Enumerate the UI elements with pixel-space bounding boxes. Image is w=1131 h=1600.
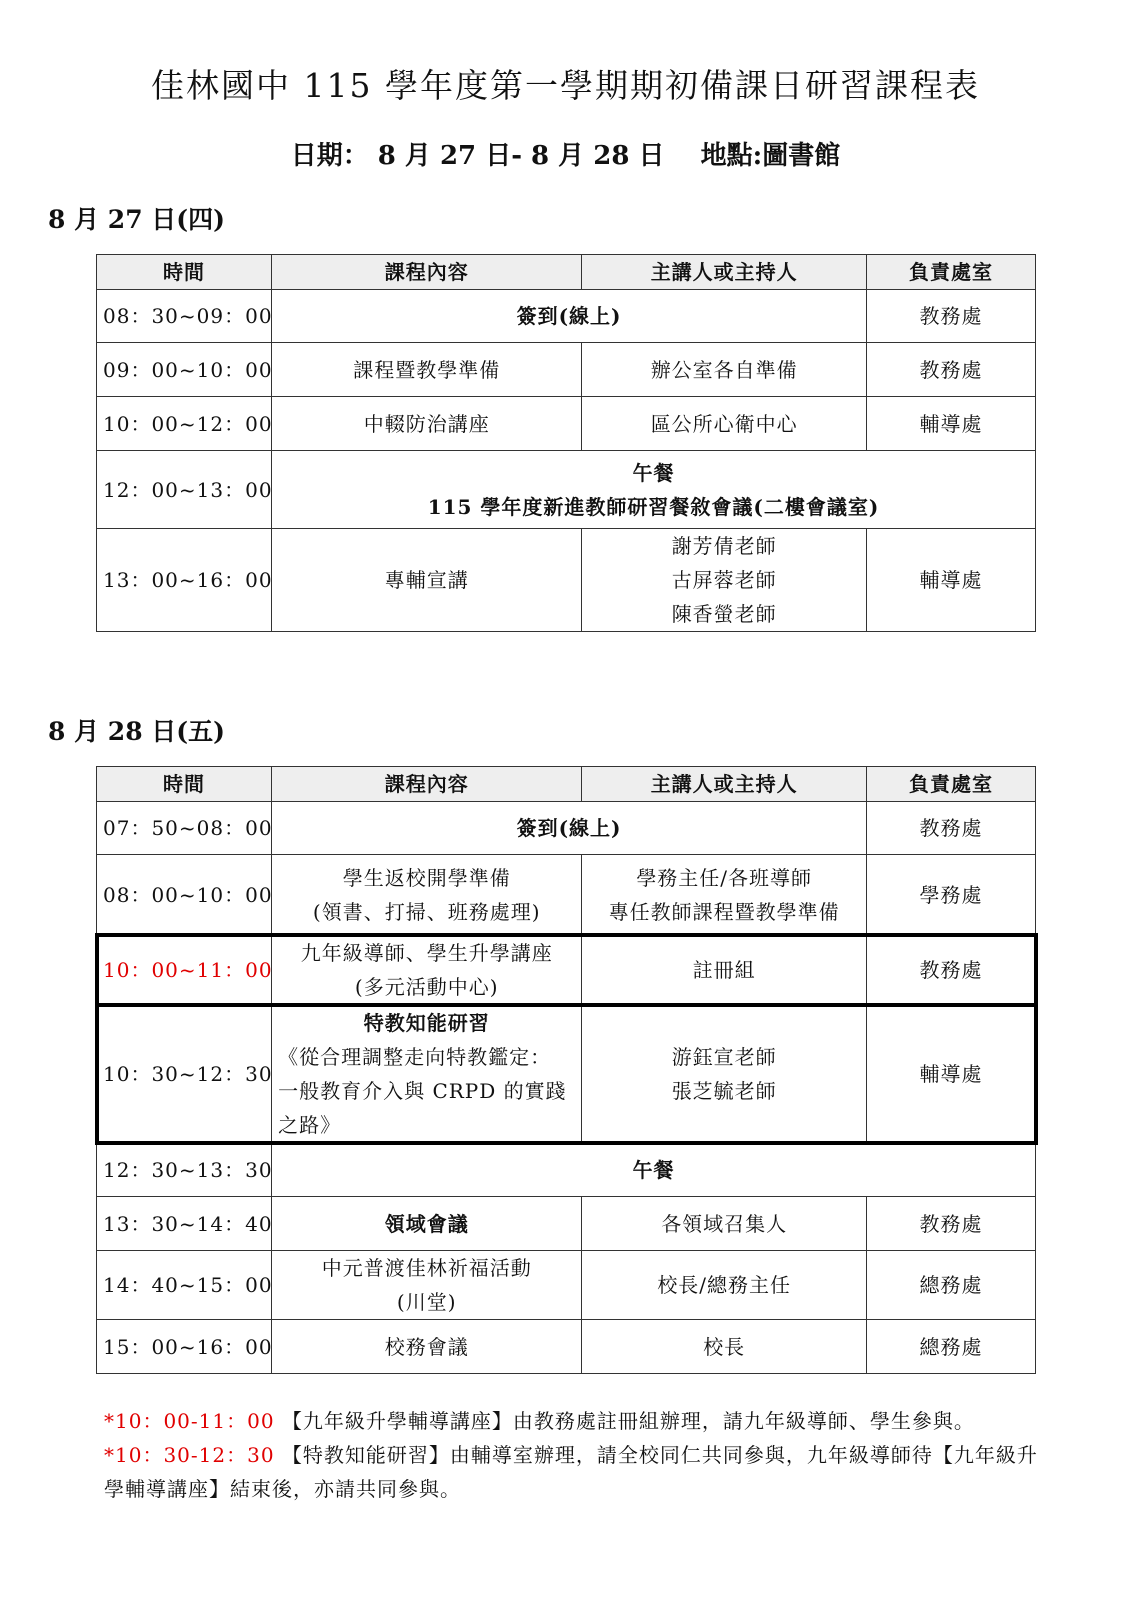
row-office: 總務處	[867, 1320, 1036, 1374]
row-time: 12：00~13：00	[97, 451, 272, 529]
content-line: 之路》	[278, 1112, 342, 1137]
table-row	[97, 290, 1036, 343]
content-line: 九年級導師、學生升學講座	[300, 940, 553, 965]
table-row	[97, 343, 1036, 397]
footnote-mark: *	[104, 1409, 115, 1433]
day2-label: 8 月 28 日(五)	[48, 717, 225, 746]
row-speaker	[582, 1005, 867, 1143]
day1-label: 8 月 27 日(四)	[48, 205, 225, 234]
col-header-speaker: 主講人或主持人	[582, 255, 867, 290]
table-row	[97, 855, 1036, 935]
row-content: 專輔宣講	[272, 529, 582, 632]
row-office: 教務處	[867, 1197, 1036, 1251]
table-header-row	[97, 767, 1036, 802]
content-line: 中元普渡佳林祈福活動	[321, 1256, 532, 1280]
row-time: 09：00~10：00	[97, 343, 272, 397]
footnote-mark: *	[104, 1443, 115, 1467]
table-row	[97, 1197, 1036, 1251]
content-line: (川堂)	[396, 1290, 457, 1314]
page-title: 佳林國中 115 學年度第一學期期初備課日研習課程表	[151, 66, 980, 105]
row-speaker: 區公所心衛中心	[582, 397, 867, 451]
col-header-content: 課程內容	[272, 767, 582, 802]
row-time: 13：00~16：00	[97, 529, 272, 632]
col-header-office: 負責處室	[867, 255, 1036, 290]
table-row	[97, 1143, 1036, 1197]
table-row-highlighted	[97, 1005, 1036, 1143]
row-content	[272, 1005, 582, 1143]
row-content: 課程暨教學準備	[272, 343, 582, 397]
row-time: 13：30~14：40	[97, 1197, 272, 1251]
speaker-line: 游鈺宣老師	[671, 1044, 777, 1069]
row-content: 午餐	[272, 1143, 1036, 1197]
row-time: 10：00~11：00	[97, 935, 272, 1005]
col-header-time: 時間	[97, 255, 272, 290]
content-line: 115 學年度新進教師研習餐敘會議(二樓會議室)	[427, 494, 880, 519]
table-header-row	[97, 255, 1036, 290]
row-content	[272, 451, 1036, 529]
row-office: 教務處	[867, 343, 1036, 397]
row-time: 10：30~12：30	[97, 1005, 272, 1143]
col-header-speaker: 主講人或主持人	[582, 767, 867, 802]
row-speaker: 校長/總務主任	[582, 1251, 867, 1320]
footnote-text: 【特教知能研習】由輔導室辦理，請全校同仁共同參與，九年級導師待【九年級升學輔導講座】結束後，亦請共同參與。	[104, 1443, 1038, 1501]
row-time: 10：00~12：00	[97, 397, 272, 451]
row-time: 07：50~08：00	[97, 802, 272, 855]
col-header-time: 時間	[97, 767, 272, 802]
row-office: 輔導處	[867, 1005, 1036, 1143]
row-content	[272, 1251, 582, 1320]
row-office: 教務處	[867, 802, 1036, 855]
content-line: 學生返校開學準備	[342, 865, 511, 890]
day2-schedule-table	[96, 766, 1036, 1374]
row-office: 教務處	[867, 290, 1036, 343]
footnote	[104, 1438, 1054, 1506]
col-header-content: 課程內容	[272, 255, 582, 290]
speaker-line: 專任教師課程暨教學準備	[608, 899, 840, 924]
table-row	[97, 451, 1036, 529]
row-office: 教務處	[867, 935, 1036, 1005]
row-time: 15：00~16：00	[97, 1320, 272, 1374]
speaker-line: 古屏蓉老師	[671, 568, 777, 592]
footnote-text: 【九年級升學輔導講座】由教務處註冊組辦理，請九年級導師、學生參與。	[281, 1409, 975, 1433]
date-location: 日期： 8 月 27 日- 8 月 28 日 地點:圖書館	[290, 141, 841, 171]
table-row	[97, 802, 1036, 855]
row-office: 輔導處	[867, 529, 1036, 632]
row-speaker	[582, 855, 867, 935]
content-line: (多元活動中心)	[354, 974, 499, 999]
day1-schedule-table	[96, 254, 1036, 632]
content-line: 一般教育介入與 CRPD 的實踐	[278, 1078, 567, 1103]
footnotes	[104, 1404, 1054, 1506]
row-content	[272, 855, 582, 935]
row-time: 08：00~10：00	[97, 855, 272, 935]
content-line: (領書、打掃、班務處理)	[312, 899, 541, 924]
table-row	[97, 397, 1036, 451]
row-time: 08：30~09：00	[97, 290, 272, 343]
row-office: 輔導處	[867, 397, 1036, 451]
footnote-time: 10：30-12：30	[115, 1443, 275, 1467]
row-speaker: 註冊組	[582, 935, 867, 1005]
table-row	[97, 1251, 1036, 1320]
speaker-line: 陳香螢老師	[671, 602, 777, 626]
row-speaker: 各領域召集人	[582, 1197, 867, 1251]
footnote	[104, 1404, 1054, 1438]
row-content: 領域會議	[272, 1197, 582, 1251]
content-line: 特教知能研習	[363, 1010, 490, 1035]
content-line: 午餐	[632, 460, 675, 485]
speaker-line: 謝芳倩老師	[671, 534, 777, 558]
content-line: 《從合理調整走向特教鑑定：	[278, 1044, 552, 1069]
footnote-time: 10：00-11：00	[115, 1409, 275, 1433]
row-office: 總務處	[867, 1251, 1036, 1320]
row-content: 中輟防治講座	[272, 397, 582, 451]
row-content: 簽到(線上)	[272, 290, 867, 343]
row-speaker: 校長	[582, 1320, 867, 1374]
row-content: 校務會議	[272, 1320, 582, 1374]
speaker-line: 學務主任/各班導師	[636, 865, 813, 890]
row-time: 12：30~13：30	[97, 1143, 272, 1197]
row-office: 學務處	[867, 855, 1036, 935]
row-time: 14：40~15：00	[97, 1251, 272, 1320]
table-row-highlighted	[97, 935, 1036, 1005]
row-speaker	[582, 529, 867, 632]
table-row	[97, 1320, 1036, 1374]
row-speaker: 辦公室各自準備	[582, 343, 867, 397]
row-content	[272, 935, 582, 1005]
table-row	[97, 529, 1036, 632]
speaker-line: 張芝毓老師	[671, 1078, 777, 1103]
row-content: 簽到(線上)	[272, 802, 867, 855]
col-header-office: 負責處室	[867, 767, 1036, 802]
